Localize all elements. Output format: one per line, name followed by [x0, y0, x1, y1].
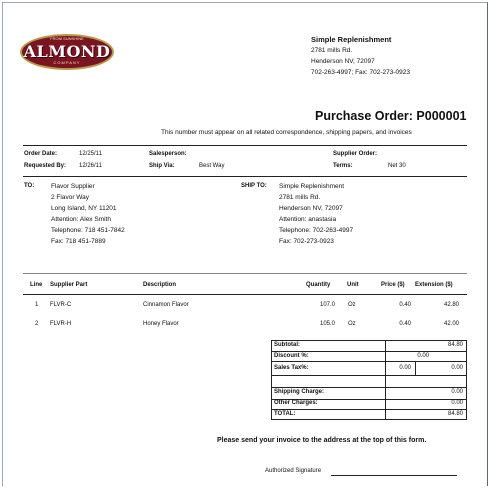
- po-notice: This number must appear on all related correspondence, shipping papers, and invoices: [161, 129, 412, 136]
- sales-tax-label: Sales Tax%:: [274, 365, 309, 371]
- totals-rule: [271, 351, 467, 352]
- terms-label: Terms:: [333, 163, 353, 169]
- row-extension: 42.80: [443, 302, 459, 308]
- shipping-value: 0.00: [451, 389, 463, 395]
- ship-via-value: Best Way: [199, 163, 225, 169]
- requested-by-label: Requested By:: [24, 163, 67, 169]
- company-address2: Henderson NV, 72097: [311, 58, 375, 65]
- signature-label: Authorized Signature: [265, 468, 322, 474]
- to-line: Flavor Supplier: [51, 183, 95, 190]
- requested-by-value: 12/26/11: [79, 163, 102, 169]
- col-quantity-header: Quantity: [306, 282, 331, 288]
- col-unit-header: Unit: [347, 282, 359, 288]
- row-price: 0.40: [399, 321, 411, 327]
- discount-value: 0.00: [417, 353, 429, 359]
- shipping-label: Shipping Charge:: [274, 389, 324, 395]
- col-extension-header: Extension ($): [415, 282, 453, 288]
- tax-rate-divider: [415, 361, 416, 375]
- to-line: Telephone: 718 451-7842: [51, 227, 125, 234]
- logo-sub: COMPANY: [53, 60, 81, 65]
- ship-to-label: SHIP TO:: [241, 183, 267, 189]
- to-line: 2 Flavor Way: [51, 194, 90, 201]
- totals-rule: [271, 409, 467, 410]
- other-charges-label: Other Charges:: [274, 400, 318, 406]
- subtotal-label: Subtotal:: [274, 342, 300, 348]
- salesperson-label: Salesperson:: [149, 151, 187, 157]
- company-phone-fax: 702-263-4997; Fax: 702-273-0923: [311, 69, 411, 76]
- row-price: 0.40: [399, 302, 411, 308]
- document-page: [2, 2, 488, 486]
- row-line: 2: [35, 321, 39, 327]
- totals-rule: [271, 387, 467, 388]
- company-name: Simple Replenishment: [311, 35, 392, 44]
- logo-brand: ALMOND: [23, 42, 111, 61]
- to-line: Long Island, NY 11201: [51, 205, 117, 212]
- ship-to-line: Simple Replenishment: [279, 183, 345, 190]
- signature-line[interactable]: [331, 475, 457, 476]
- col-line-header: Line: [30, 282, 43, 288]
- to-label: TO:: [24, 183, 35, 189]
- supplier-order-label: Supplier Order:: [333, 151, 378, 157]
- row-part: FLVR-C: [50, 302, 72, 308]
- totals-rule: [271, 361, 467, 362]
- row-part: FLVR-H: [50, 321, 72, 327]
- col-price-header: Price ($): [381, 282, 405, 288]
- row-line: 1: [35, 302, 39, 308]
- sales-tax-value: 0.00: [451, 365, 463, 371]
- other-charges-value: 0.00: [451, 400, 463, 406]
- col-description-header: Description: [143, 282, 177, 288]
- items-header-rule: [23, 294, 467, 295]
- ship-to-line: Attention: anastasia: [279, 216, 337, 223]
- items-top-rule: [23, 273, 467, 274]
- row-unit: Oz: [348, 302, 356, 308]
- row-quantity: 105.0: [319, 321, 335, 327]
- to-line: Attention: Alex Smith: [51, 216, 111, 223]
- total-value: 84.80: [447, 411, 463, 417]
- row-description: Honey Flavor: [143, 321, 179, 327]
- terms-value: Net 30: [388, 163, 406, 169]
- order-date-value: 12/25/11: [79, 151, 102, 157]
- order-date-label: Order Date:: [24, 151, 58, 157]
- subtotal-value: 84.80: [447, 342, 463, 348]
- po-title: Purchase Order: P000001: [315, 109, 467, 123]
- totals-rule: [271, 375, 467, 376]
- row-description: Cinnamon Flavor: [143, 302, 189, 308]
- totals-box: [271, 340, 467, 420]
- discount-label: Discount %:: [274, 353, 309, 359]
- ship-to-line: 2781 mills Rd.: [279, 194, 321, 201]
- ship-to-line: Fax: 702-273-0923: [279, 238, 334, 245]
- totals-divider: [385, 340, 386, 420]
- header-top-rule: [23, 145, 467, 146]
- header-bottom-rule: [23, 176, 467, 177]
- ship-to-line: Henderson NV, 72097: [279, 205, 343, 212]
- ship-via-label: Ship Via:: [149, 163, 175, 169]
- company-logo: [20, 34, 114, 70]
- logo-tagline: FROM SUNSHINE: [50, 36, 84, 41]
- ship-to-line: Telephone: 702-263-4997: [279, 227, 354, 234]
- sales-tax-rate: 0.00: [399, 365, 411, 371]
- row-unit: Oz: [348, 321, 356, 327]
- to-line: Fax: 718 451-7889: [51, 238, 106, 245]
- col-supplier-part-header: Supplier Part: [50, 282, 88, 288]
- company-address1: 2781 mills Rd.: [311, 47, 353, 54]
- total-label: TOTAL:: [274, 411, 296, 417]
- row-quantity: 107.0: [319, 302, 335, 308]
- row-extension: 42.00: [443, 321, 459, 327]
- invoice-note: Please send your invoice to the address at the top of this form.: [217, 437, 427, 444]
